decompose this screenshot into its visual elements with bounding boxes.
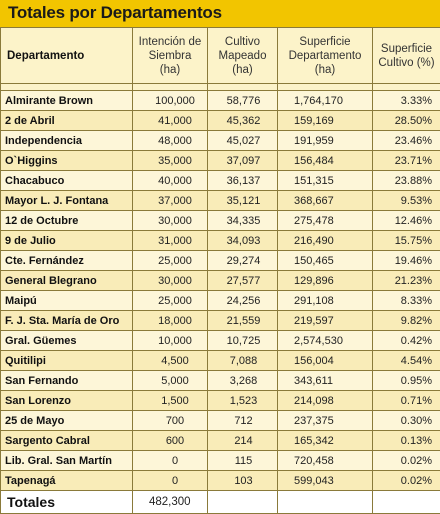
- cell-departamento: Sargento Cabral: [1, 431, 133, 451]
- title-bar: [0, 0, 440, 27]
- cell-departamento: 9 de Julio: [1, 231, 133, 251]
- cell-superficie: 343,611: [278, 371, 373, 391]
- table-row: [1, 91, 440, 111]
- cell-superficie: 291,108: [278, 291, 373, 311]
- cell-cultivo: 58,776: [208, 91, 278, 111]
- table-row: [1, 411, 440, 431]
- cell-departamento: San Lorenzo: [1, 391, 133, 411]
- cell-porcentaje: 23.46%: [373, 131, 440, 151]
- cell-intencion: 35,000: [133, 151, 208, 171]
- table-row: [1, 151, 440, 171]
- cell-superficie: 129,896: [278, 271, 373, 291]
- cell-porcentaje: 8.33%: [373, 291, 440, 311]
- cell-departamento: Tapenagá: [1, 471, 133, 491]
- header-spacer: [1, 84, 440, 91]
- departments-table: [0, 27, 440, 514]
- table-row: [1, 171, 440, 191]
- cell-intencion: 25,000: [133, 251, 208, 271]
- cell-cultivo: 21,559: [208, 311, 278, 331]
- cell-superficie: 214,098: [278, 391, 373, 411]
- header-intencion: Intención de Siembra (ha): [133, 28, 208, 84]
- cell-departamento: General Blegrano: [1, 271, 133, 291]
- cell-cultivo: 214: [208, 431, 278, 451]
- totals-intencion: 482,300: [133, 491, 208, 514]
- cell-cultivo: 45,027: [208, 131, 278, 151]
- cell-porcentaje: 0.02%: [373, 471, 440, 491]
- cell-superficie: 151,315: [278, 171, 373, 191]
- cell-cultivo: 712: [208, 411, 278, 431]
- cell-superficie: 219,597: [278, 311, 373, 331]
- table-row: [1, 331, 440, 351]
- cell-superficie: 150,465: [278, 251, 373, 271]
- cell-cultivo: 36,137: [208, 171, 278, 191]
- totals-empty-cell: [373, 491, 440, 514]
- cell-cultivo: 34,093: [208, 231, 278, 251]
- cell-cultivo: 45,362: [208, 111, 278, 131]
- table-row: [1, 351, 440, 371]
- table-row: [1, 231, 440, 251]
- cell-intencion: 5,000: [133, 371, 208, 391]
- cell-departamento: 12 de Octubre: [1, 211, 133, 231]
- header-porcentaje: Superficie Cultivo (%): [373, 28, 440, 84]
- cell-porcentaje: 21.23%: [373, 271, 440, 291]
- table-row: [1, 291, 440, 311]
- page-title: Totales por Departamentos: [8, 3, 222, 23]
- cell-porcentaje: 28.50%: [373, 111, 440, 131]
- cell-porcentaje: 23.88%: [373, 171, 440, 191]
- cell-cultivo: 10,725: [208, 331, 278, 351]
- cell-intencion: 30,000: [133, 211, 208, 231]
- cell-intencion: 48,000: [133, 131, 208, 151]
- cell-porcentaje: 0.71%: [373, 391, 440, 411]
- cell-porcentaje: 9.53%: [373, 191, 440, 211]
- cell-intencion: 31,000: [133, 231, 208, 251]
- cell-departamento: 25 de Mayo: [1, 411, 133, 431]
- cell-porcentaje: 19.46%: [373, 251, 440, 271]
- cell-porcentaje: 9.82%: [373, 311, 440, 331]
- cell-cultivo: 24,256: [208, 291, 278, 311]
- cell-porcentaje: 0.95%: [373, 371, 440, 391]
- table-row: [1, 271, 440, 291]
- cell-porcentaje: 15.75%: [373, 231, 440, 251]
- cell-departamento: Gral. Güemes: [1, 331, 133, 351]
- cell-departamento: O`Higgins: [1, 151, 133, 171]
- cell-intencion: 4,500: [133, 351, 208, 371]
- header-cultivo: Cultivo Mapeado (ha): [208, 28, 278, 84]
- cell-superficie: 599,043: [278, 471, 373, 491]
- totals-empty-cell: [278, 491, 373, 514]
- cell-superficie: 275,478: [278, 211, 373, 231]
- cell-superficie: 191,959: [278, 131, 373, 151]
- cell-departamento: Independencia: [1, 131, 133, 151]
- table-row: [1, 111, 440, 131]
- cell-departamento: Quitilipi: [1, 351, 133, 371]
- cell-cultivo: 27,577: [208, 271, 278, 291]
- cell-intencion: 41,000: [133, 111, 208, 131]
- cell-cultivo: 34,335: [208, 211, 278, 231]
- cell-cultivo: 103: [208, 471, 278, 491]
- cell-cultivo: 3,268: [208, 371, 278, 391]
- cell-cultivo: 115: [208, 451, 278, 471]
- totals-label: Totales: [1, 491, 133, 514]
- cell-departamento: Chacabuco: [1, 171, 133, 191]
- cell-cultivo: 29,274: [208, 251, 278, 271]
- totals-row: [1, 491, 440, 514]
- cell-departamento: Maipú: [1, 291, 133, 311]
- cell-intencion: 0: [133, 451, 208, 471]
- table-row: [1, 191, 440, 211]
- cell-porcentaje: 12.46%: [373, 211, 440, 231]
- cell-superficie: 720,458: [278, 451, 373, 471]
- cell-superficie: 368,667: [278, 191, 373, 211]
- cell-superficie: 156,004: [278, 351, 373, 371]
- header-superficie: Superficie Departamento (ha): [278, 28, 373, 84]
- table-row: [1, 391, 440, 411]
- cell-porcentaje: 0.30%: [373, 411, 440, 431]
- cell-superficie: 237,375: [278, 411, 373, 431]
- cell-cultivo: 37,097: [208, 151, 278, 171]
- table-row: [1, 471, 440, 491]
- cell-cultivo: 35,121: [208, 191, 278, 211]
- cell-departamento: Cte. Fernández: [1, 251, 133, 271]
- table-row: [1, 311, 440, 331]
- cell-porcentaje: 0.42%: [373, 331, 440, 351]
- table-header-row: [1, 28, 440, 84]
- cell-intencion: 30,000: [133, 271, 208, 291]
- cell-intencion: 10,000: [133, 331, 208, 351]
- cell-superficie: 2,574,530: [278, 331, 373, 351]
- cell-departamento: San Fernando: [1, 371, 133, 391]
- totals-empty-cell: [208, 491, 278, 514]
- cell-porcentaje: 0.02%: [373, 451, 440, 471]
- cell-intencion: 37,000: [133, 191, 208, 211]
- cell-porcentaje: 0.13%: [373, 431, 440, 451]
- header-departamento: Departamento: [1, 28, 133, 84]
- table-row: [1, 211, 440, 231]
- cell-departamento: Mayor L. J. Fontana: [1, 191, 133, 211]
- cell-cultivo: 7,088: [208, 351, 278, 371]
- cell-departamento: Lib. Gral. San Martín: [1, 451, 133, 471]
- table-row: [1, 451, 440, 471]
- cell-departamento: F. J. Sta. María de Oro: [1, 311, 133, 331]
- cell-superficie: 165,342: [278, 431, 373, 451]
- cell-intencion: 600: [133, 431, 208, 451]
- cell-intencion: 18,000: [133, 311, 208, 331]
- table-row: [1, 251, 440, 271]
- cell-superficie: 156,484: [278, 151, 373, 171]
- cell-superficie: 216,490: [278, 231, 373, 251]
- cell-superficie: 1,764,170: [278, 91, 373, 111]
- cell-superficie: 159,169: [278, 111, 373, 131]
- cell-intencion: 40,000: [133, 171, 208, 191]
- cell-intencion: 0: [133, 471, 208, 491]
- cell-intencion: 1,500: [133, 391, 208, 411]
- table-row: [1, 371, 440, 391]
- cell-porcentaje: 3.33%: [373, 91, 440, 111]
- table-row: [1, 431, 440, 451]
- cell-intencion: 100,000: [133, 91, 208, 111]
- cell-porcentaje: 4.54%: [373, 351, 440, 371]
- cell-intencion: 700: [133, 411, 208, 431]
- table-row: [1, 131, 440, 151]
- cell-departamento: 2 de Abril: [1, 111, 133, 131]
- cell-intencion: 25,000: [133, 291, 208, 311]
- cell-departamento: Almirante Brown: [1, 91, 133, 111]
- cell-porcentaje: 23.71%: [373, 151, 440, 171]
- cell-cultivo: 1,523: [208, 391, 278, 411]
